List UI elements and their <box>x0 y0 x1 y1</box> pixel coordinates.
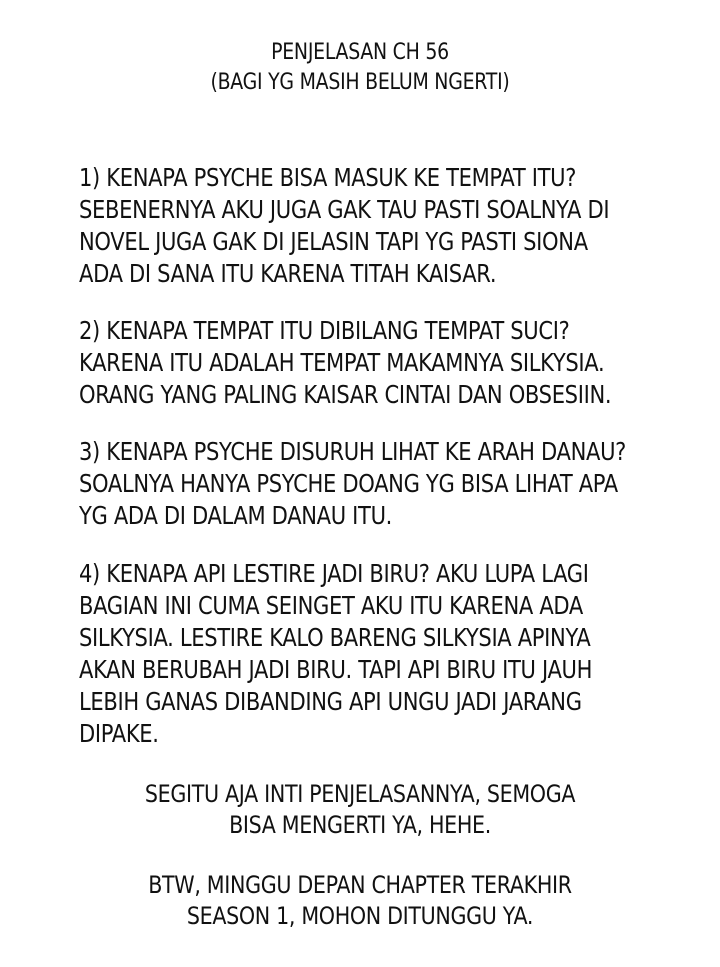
question-1-line-2: SEBENERNYA AKU JUGA GAK TAU PASTI SOALNYA DI <box>79 195 610 224</box>
question-1-line-3: NOVEL JUGA GAK DI JELASIN TAPI YG PASTI SIONA <box>79 227 588 256</box>
question-2-line-2: KARENA ITU ADALAH TEMPAT MAKAMNYA SILKYSIA. <box>79 348 605 377</box>
question-4-line-4: AKAN BERUBAH JADI BIRU. TAPI API BIRU ITU JAUH <box>79 655 593 684</box>
question-3-line-1: 3) KENAPA PSYCHE DISURUH LIHAT KE ARAH DANAU? <box>79 437 627 466</box>
closing-note-line-2: BISA MENGERTI YA, HEHE. <box>229 811 491 839</box>
announcement-note <box>50 870 669 932</box>
question-3-line-2: SOALNYA HANYA PSYCHE DOANG YG BISA LIHAT APA <box>79 469 618 498</box>
announcement-line-1: BTW, MINGGU DEPAN CHAPTER TERAKHIR <box>148 871 572 899</box>
page-title <box>50 38 669 98</box>
question-1-line-1: 1) KENAPA PSYCHE BISA MASUK KE TEMPAT ITU? <box>79 163 577 192</box>
question-4-line-6: DIPAKE. <box>79 719 159 748</box>
question-3 <box>79 436 629 532</box>
announcement-line-2: SEASON 1, MOHON DITUNGGU YA. <box>186 902 534 930</box>
question-2-line-3: ORANG YANG PALING KAISAR CINTAI DAN OBSESIIN. <box>79 380 612 409</box>
question-1-line-4: ADA DI SANA ITU KARENA TITAH KAISAR. <box>79 259 497 288</box>
question-1 <box>79 162 629 290</box>
question-4-line-5: LEBIH GANAS DIBANDING API UNGU JADI JARANG <box>79 687 582 716</box>
closing-note-line-1: SEGITU AJA INTI PENJELASANNYA, SEMOGA <box>144 780 576 808</box>
title-line: PENJELASAN CH 56 <box>271 40 449 65</box>
subtitle-line: (BAGI YG MASIH BELUM NGERTI) <box>210 70 510 95</box>
question-4-line-2: BAGIAN INI CUMA SEINGET AKU ITU KARENA ADA <box>79 591 584 620</box>
question-2-line-1: 2) KENAPA TEMPAT ITU DIBILANG TEMPAT SUCI? <box>79 316 570 345</box>
question-4-line-3: SILKYSIA. LESTIRE KALO BARENG SILKYSIA APINYA <box>79 623 591 652</box>
question-3-line-3: YG ADA DI DALAM DANAU ITU. <box>79 501 393 530</box>
closing-note <box>50 779 669 841</box>
question-2 <box>79 315 629 411</box>
question-4 <box>79 558 629 750</box>
question-4-line-1: 4) KENAPA API LESTIRE JADI BIRU? AKU LUPA LAGI <box>79 559 589 588</box>
